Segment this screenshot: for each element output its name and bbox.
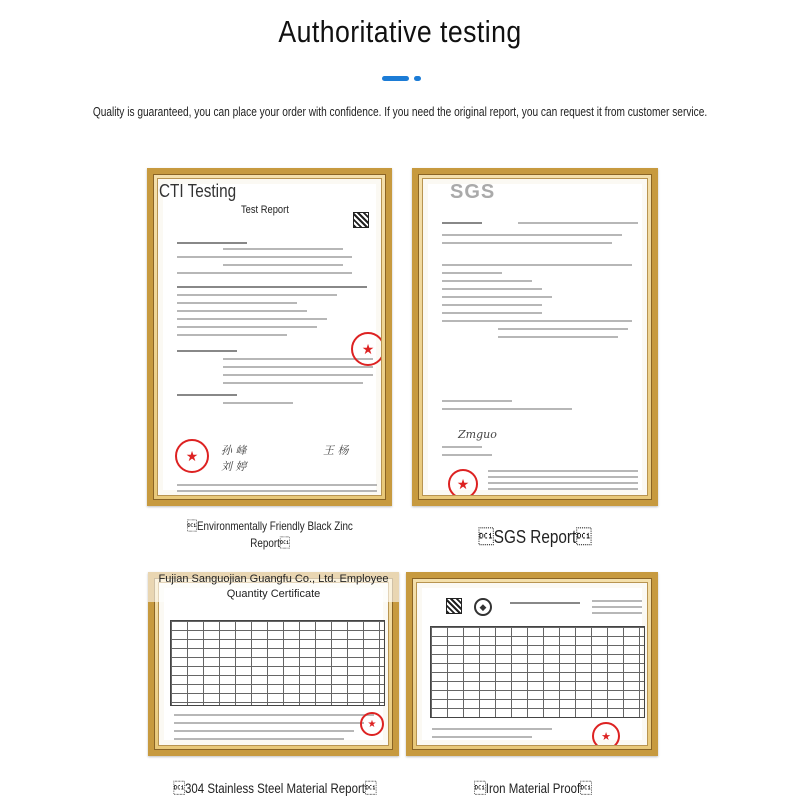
company-logo-icon: ◆ — [474, 598, 492, 616]
frame-mat — [422, 178, 648, 496]
signature: 刘 婷 — [221, 460, 247, 473]
frame-mat — [416, 582, 648, 746]
red-seal-icon: ★ — [592, 722, 620, 746]
red-seal-icon: ★ — [360, 712, 384, 736]
caption-stainless-report: 304 Stainless Steel Material Report — [173, 780, 377, 796]
signature: 孙 峰 — [221, 444, 247, 457]
certificate-frame-cti[interactable] — [147, 168, 392, 506]
stainless-report-document — [164, 588, 383, 740]
data-table — [170, 620, 385, 706]
cti-overlay-title: CTI Testing — [159, 181, 237, 201]
qr-code-icon — [353, 212, 369, 228]
sgs-overlay-title: SGS — [450, 181, 496, 203]
caption-iron-proof: Iron Material Proof — [474, 780, 592, 796]
red-seal-icon: ★ — [351, 332, 382, 366]
red-seal-icon: ★ — [448, 469, 478, 496]
sgs-report-document — [428, 184, 642, 490]
qr-code-icon — [446, 598, 462, 614]
test-report-label: Test Report — [241, 204, 289, 216]
frame-mat — [157, 178, 382, 496]
frame-mat — [158, 582, 389, 746]
accent-dot — [414, 76, 421, 81]
fujian-overlay-title: Fujian Sanguojian Guangfu Co., Ltd. Employee Quantity Certificate — [148, 572, 399, 602]
page-heading: Authoritative testing — [278, 14, 522, 49]
caption-sgs-report: SGS Report — [478, 527, 592, 547]
caption-zinc-report: Environmentally Friendly Black Zinc Report — [187, 519, 353, 550]
certificate-frame-iron[interactable] — [406, 572, 658, 756]
data-table — [430, 626, 645, 718]
cti-report-document — [163, 184, 376, 490]
accent-bar — [382, 76, 409, 81]
iron-proof-document — [422, 588, 642, 743]
tagline: Quality is guaranteed, you can place your order with confidence. If you need the original report, you can request it from customer service. — [92, 104, 708, 119]
red-seal-icon: ★ — [175, 439, 209, 473]
signature: 王 杨 — [323, 444, 349, 457]
signature: Zmguo — [458, 428, 497, 441]
certificate-frame-sgs[interactable] — [412, 168, 658, 506]
